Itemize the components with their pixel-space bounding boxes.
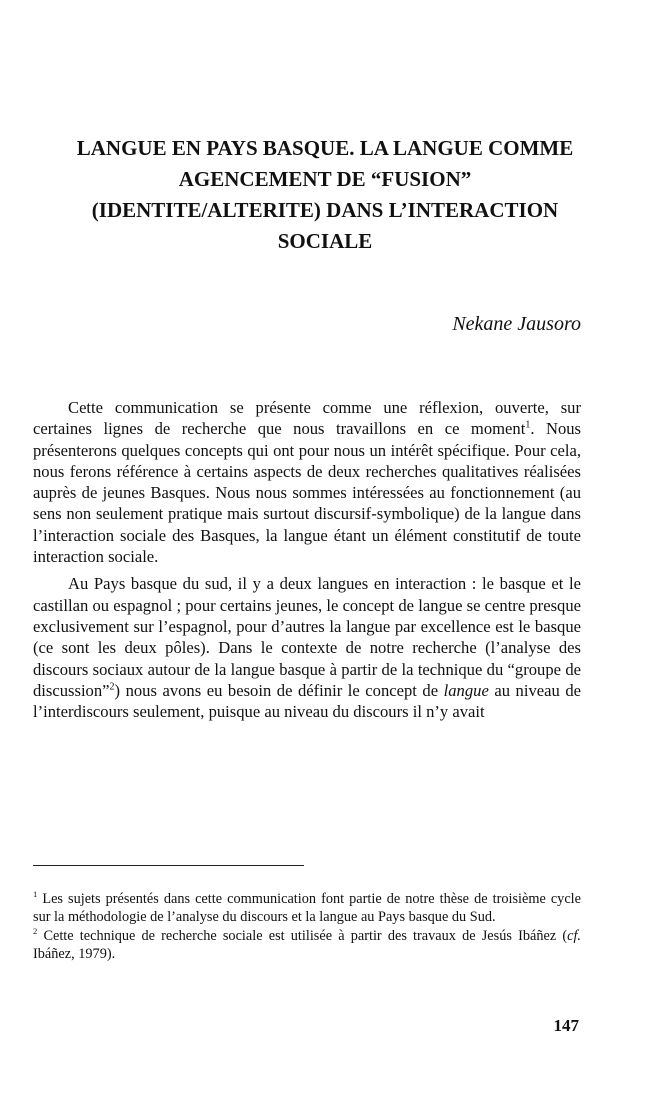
footnotes <box>33 890 581 963</box>
author-name: Nekane Jausoro <box>452 313 581 335</box>
footnote-number: 2 <box>33 925 38 936</box>
title-line: (IDENTITE/ALTERITE) DANS L’INTERACTION <box>91 198 559 222</box>
footnote-text: Cette technique de recherche sociale est utilisée à partir des travaux de Jesús Ibáñez ( <box>37 927 568 944</box>
title-line: SOCIALE <box>277 229 373 253</box>
footnote-text: Les sujets présentés dans cette communication font partie de notre thèse de troisième cycle sur la méthodologie de l’analyse du discours et la langue au Pays basque du Sud. <box>33 891 581 926</box>
emphasis: cf. <box>567 927 581 944</box>
paragraph-text: au niveau de l’interdiscours seulement, puisque au niveau du discours il n’y avait <box>33 680 581 722</box>
paragraph-text: Cette communication se présente comme une réflexion, ouverte, sur certaines lignes de recherche que nous travaillons en ce moment <box>33 398 581 439</box>
title-line: AGENCEMENT DE “FUSION” <box>178 167 472 191</box>
paragraph-text: . Nous présenterons quelques concepts qui ont pour nous un intérêt spécifique. Pour cela, nous ferons référence à certains aspects de deux recherches qualitatives réalisées auprès de jeunes Basques. Nous nous sommes intéressées au fonctionnement (au sens non seulement pratique mais surtout discursif-symbolique) de la langue dans l’interaction sociale des Basques, la langue étant un élément constitutif de toute interaction sociale. <box>33 419 581 567</box>
paragraph-text: Au Pays basque du sud, il y a deux langues en interaction : le basque et le castillan ou espagnol ; pour certains jeunes, le concept de langue se centre presque exclusivement sur l’espagnol, pour d’autres la langue par excellence est le basque (ce sont les deux pôles). Dans le contexte de notre recherche (l’analyse des discours sociaux autour de la langue basque à partir de la technique du “groupe de discussion” <box>33 574 581 700</box>
footnote-ref: 2 <box>109 681 115 693</box>
title-line: LANGUE EN PAYS BASQUE. LA LANGUE COMME <box>76 136 574 160</box>
footnote-text: Ibáñez, 1979). <box>33 945 116 962</box>
footnote-ref: 1 <box>525 419 531 431</box>
footnote <box>33 890 581 927</box>
page-number: 147 <box>553 1016 579 1035</box>
article-title <box>30 133 620 257</box>
footnote-divider <box>33 865 304 866</box>
emphasis: langue <box>443 680 489 700</box>
footnote <box>33 927 581 964</box>
paragraph <box>33 397 581 567</box>
footnote-number: 1 <box>33 889 38 900</box>
paragraph-text: ) nous avons eu besoin de définir le concept de <box>114 680 444 700</box>
body-text <box>33 397 581 728</box>
paragraph <box>33 573 581 722</box>
